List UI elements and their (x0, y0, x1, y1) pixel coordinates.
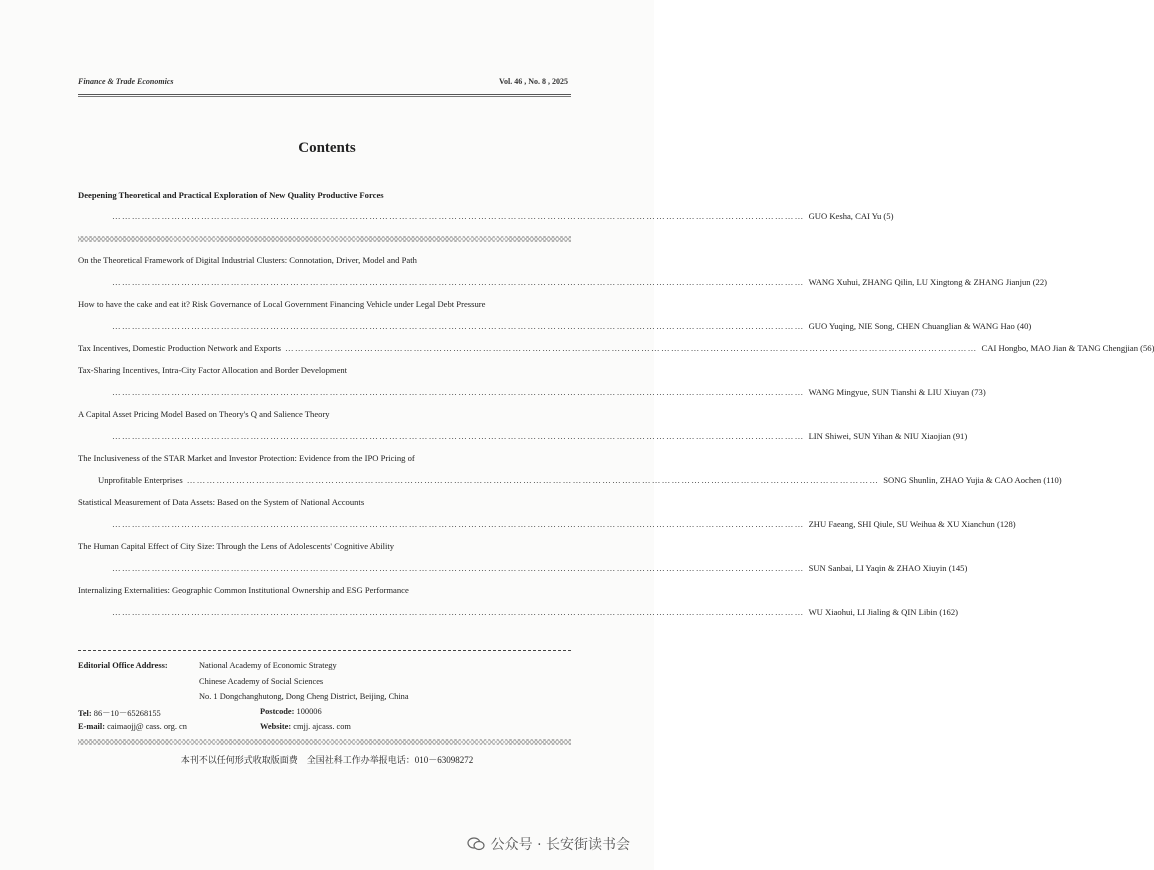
email-label: E-mail: (78, 722, 105, 731)
leader-dots: ………………………………………………………………………………………………………………………………………………………………………………………… (112, 519, 805, 529)
office-line-2: Chinese Academy of Social Sciences (199, 677, 324, 686)
toc-entry-authors-line (108, 519, 1016, 529)
office-label: Editorial Office Address: (78, 661, 168, 670)
leader-dots: ………………………………………………………………………………………………………………………………………………………………………………………… (284, 343, 978, 353)
leader-dots: ………………………………………………………………………………………………………………………………………………………………………………………… (112, 563, 805, 573)
toc-entry-title: Tax Incentives, Domestic Production Network and Exports (78, 343, 281, 353)
toc-entry-authors: WANG Mingyue, SUN Tianshi & LIU Xiuyan (73) (808, 387, 986, 397)
toc-entry-authors-line (108, 431, 968, 441)
chat-bubble-icon (467, 837, 485, 851)
tel-line (78, 707, 161, 719)
website-line (260, 722, 351, 731)
toc-entry-authors: ZHU Faeang, SHI Qiule, SU Weihua & XU Xianchun (128) (808, 519, 1016, 529)
toc-entry-authors-line (108, 277, 1048, 287)
tel-label: Tel: (78, 709, 92, 718)
toc-entry-authors: GUO Yuqing, NIE Song, CHEN Chuanglian & WANG Hao (40) (808, 321, 1032, 331)
watermark (467, 834, 630, 854)
postcode-value: 100006 (296, 707, 322, 716)
journal-name: Finance & Trade Economics (78, 77, 174, 86)
website-value: cmjj. ajcass. com (293, 722, 351, 731)
website-label: Website: (260, 722, 292, 731)
issue-info: Vol. 46 , No. 8 , 2025 (498, 77, 568, 86)
leader-dots: ………………………………………………………………………………………………………………………………………………………………………………………… (186, 475, 880, 485)
leader-dots: ………………………………………………………………………………………………………………………………………………………………………………………… (112, 277, 805, 287)
ornamental-divider (78, 739, 571, 745)
watermark-text: 公众号 · 长安街读书会 (490, 837, 630, 853)
featured-authors-line (108, 211, 894, 221)
toc-entry-authors-line (108, 563, 968, 573)
toc-entry-title: Internalizing Externalities: Geographic Common Institutional Ownership and ESG Performance (78, 585, 409, 595)
leader-dots: ………………………………………………………………………………………………………………………………………………………………………………………… (112, 607, 805, 617)
toc-entry-title-cont: Unprofitable Enterprises (98, 475, 183, 485)
postcode-line (260, 707, 322, 716)
toc-entry-single-line (78, 343, 1154, 353)
toc-entry-authors-line (108, 387, 986, 397)
tel-value: 86－10－65268155 (93, 709, 161, 718)
footer-dashed-rule (78, 650, 571, 651)
featured-authors: GUO Kesha, CAI Yu (5) (808, 211, 894, 221)
toc-entry-authors-line (108, 607, 958, 617)
fee-notice: 本刊不以任何形式收取版面费 全国社科工作办举报电话：010－63098272 (180, 755, 474, 765)
toc-entry-authors: SUN Sanbai, LI Yaqin & ZHAO Xiuyin (145) (808, 563, 968, 573)
toc-entry-title: Statistical Measurement of Data Assets: Based on the System of National Accounts (78, 497, 365, 507)
toc-entry-title: How to have the cake and eat it? Risk Governance of Local Government Financing Vehicle under Legal Debt Pressure (78, 299, 486, 309)
page-title: Contents (298, 140, 356, 156)
leader-dots: ………………………………………………………………………………………………………………………………………………………………………………………… (112, 211, 805, 221)
header-rule (78, 94, 571, 95)
email-value: caimaojj@ cass. org. cn (107, 722, 187, 731)
toc-entry-authors: WU Xiaohui, LI Jialing & QIN Libin (162) (808, 607, 958, 617)
postcode-label: Postcode: (260, 707, 295, 716)
toc-entry-authors: WANG Xuhui, ZHANG Qilin, LU Xingtong & ZHANG Jianjun (22) (808, 277, 1048, 287)
toc-entry-authors: LIN Shiwei, SUN Yihan & NIU Xiaojian (91) (808, 431, 968, 441)
toc-entry-authors: CAI Hongbo, MAO Jian & TANG Chengjian (56) (981, 343, 1154, 353)
toc-entry-authors-line (108, 321, 1032, 331)
toc-entry-title: A Capital Asset Pricing Model Based on Theory's Q and Salience Theory (78, 409, 330, 419)
toc-entry-authors-line (98, 475, 1062, 485)
ornamental-divider (78, 236, 571, 242)
toc-entry-title: Tax-Sharing Incentives, Intra-City Factor Allocation and Border Development (78, 365, 348, 375)
toc-entry-title: The Inclusiveness of the STAR Market and Investor Protection: Evidence from the IPO Pricing of (78, 453, 415, 463)
toc-entry-title: The Human Capital Effect of City Size: Through the Lens of Adolescents' Cognitive Ability (78, 541, 395, 551)
email-line (78, 722, 187, 731)
leader-dots: ………………………………………………………………………………………………………………………………………………………………………………………… (112, 321, 805, 331)
leader-dots: ………………………………………………………………………………………………………………………………………………………………………………………… (112, 431, 805, 441)
office-line-3: No. 1 Dongchanghutong, Dong Cheng District, Beijing, China (199, 692, 409, 701)
featured-section-title: Deepening Theoretical and Practical Exploration of New Quality Productive Forces (78, 190, 384, 200)
header-rule-thin (78, 96, 571, 97)
toc-entry-authors: SONG Shunlin, ZHAO Yujia & CAO Aochen (110) (883, 475, 1062, 485)
toc-entry-title: On the Theoretical Framework of Digital Industrial Clusters: Connotation, Driver, Model and Path (78, 255, 417, 265)
office-line-1: National Academy of Economic Strategy (199, 661, 337, 670)
leader-dots: ………………………………………………………………………………………………………………………………………………………………………………………… (112, 387, 805, 397)
